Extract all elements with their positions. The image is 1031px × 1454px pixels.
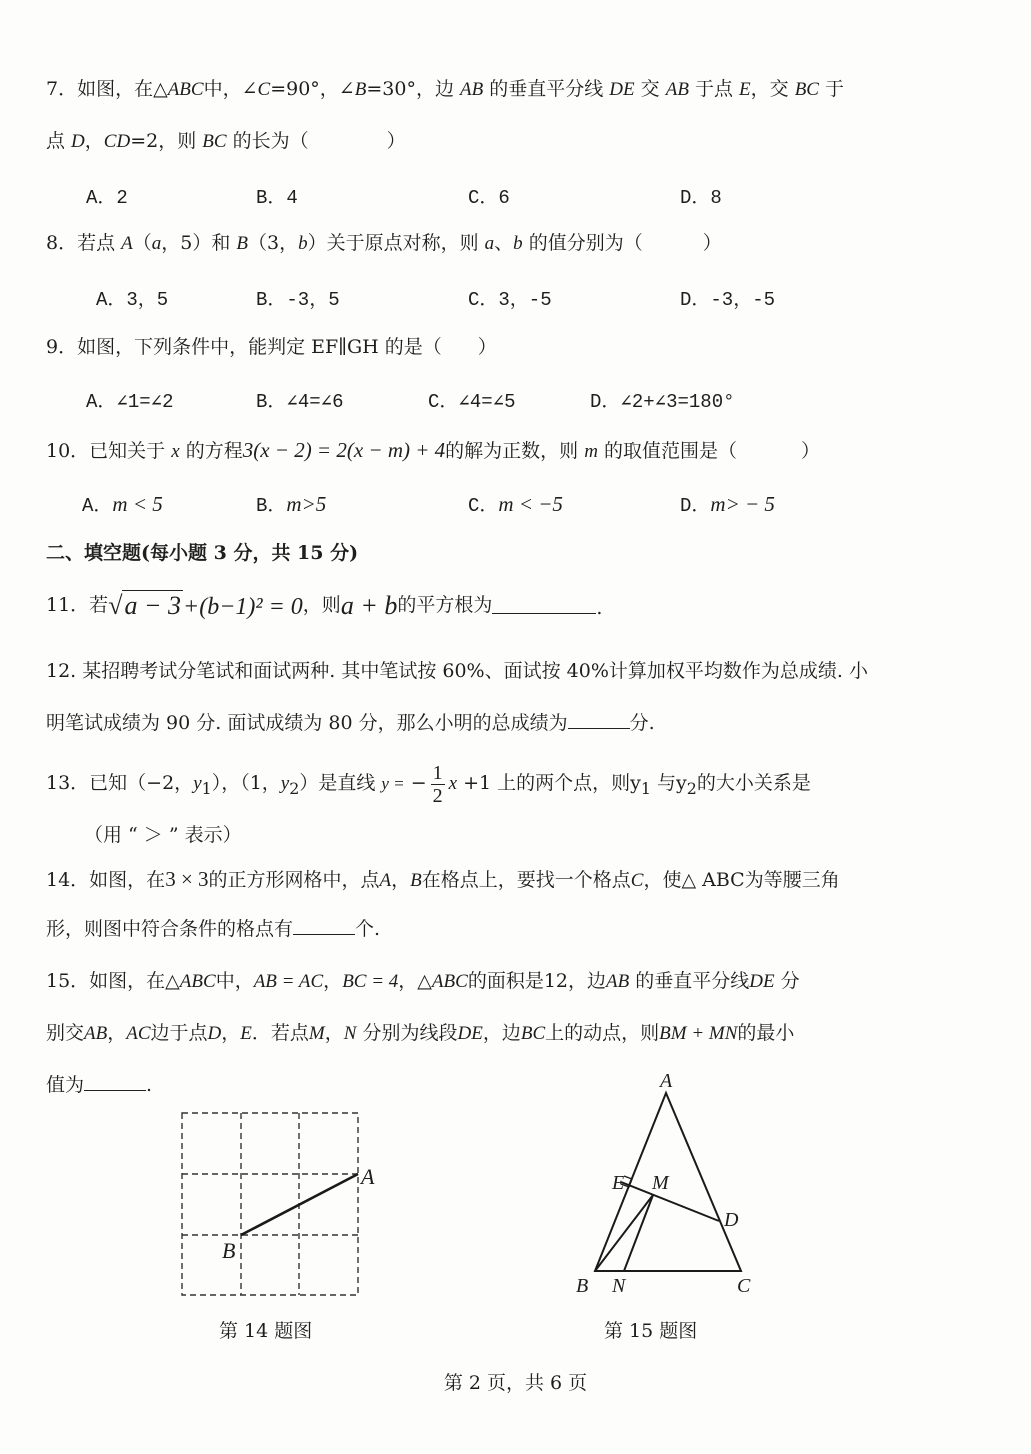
- q15-text: ，: [323, 970, 343, 992]
- q7-text: 于: [818, 78, 845, 100]
- q12-text: 明笔试成绩为 90 分. 面试成绩为 80 分，那么小明的总成绩为: [46, 712, 568, 734]
- segment-ed: [621, 1182, 719, 1221]
- option-math: m < 5: [112, 492, 163, 516]
- q15-var: AB: [84, 1023, 108, 1044]
- q13-line2: （用 “ ＞ ” 表示）: [84, 824, 242, 846]
- q7-var: C: [257, 79, 271, 100]
- option-prefix: C．: [468, 495, 499, 517]
- q15-text: 别交: [46, 1022, 85, 1044]
- option-prefix: A．: [82, 495, 113, 517]
- q8-var: a: [484, 233, 495, 254]
- fraction-numerator: 1: [432, 761, 443, 784]
- q8-text: （: [132, 232, 152, 254]
- q9-option-d: D．∠2+∠3=180°: [590, 391, 735, 413]
- q7-text: 中，∠: [203, 78, 258, 100]
- q7-var: AB: [459, 79, 484, 100]
- fig15-label-d: D: [724, 1209, 739, 1231]
- q15-var: AC: [126, 1023, 151, 1044]
- q15-text: 值为: [46, 1074, 85, 1096]
- fig15-label-m: M: [652, 1172, 669, 1194]
- q8-text: ）关于原点对称，则: [307, 232, 485, 254]
- q13-math: −: [410, 772, 427, 794]
- q8-var: A: [121, 233, 133, 254]
- q10-text: 的取值范围是（: [597, 440, 737, 462]
- q13-var: y: [193, 773, 202, 794]
- q10-var: x: [171, 441, 180, 462]
- q15-math: BC = 4: [342, 971, 399, 992]
- q15-var: E: [240, 1023, 252, 1044]
- q7-text: =30°，边: [366, 78, 460, 100]
- q7-var: BC: [202, 131, 227, 152]
- q14-var: A: [379, 870, 392, 891]
- q11-math: a + b: [340, 591, 398, 620]
- q14-var: C: [630, 870, 644, 891]
- q7-option-d: D．8: [680, 187, 722, 209]
- q15-var: DE: [749, 971, 775, 992]
- q8-var: b: [513, 233, 523, 254]
- q9-text: ）: [477, 336, 497, 358]
- q8-text: ，5）和: [161, 232, 237, 254]
- q13-math: +1: [463, 772, 492, 794]
- q11-math: +(b−1)² = 0: [183, 594, 303, 620]
- q13-text: 的大小关系是: [696, 772, 811, 794]
- q11-text: 11．若: [46, 594, 109, 616]
- q9-option-a: A．∠1=∠2: [86, 391, 174, 413]
- q13-sub: 2: [289, 778, 300, 798]
- q9-text: 9．如图，下列条件中，能判定 EF∥GH 的是（: [46, 336, 442, 358]
- q9-option-b: B．∠4=∠6: [256, 391, 344, 413]
- q7-var: ABC: [167, 79, 204, 100]
- fig15-label-c: C: [737, 1275, 751, 1297]
- q15-text: ，: [221, 1022, 241, 1044]
- q7-text: 点: [46, 130, 72, 152]
- grid-border: [182, 1113, 358, 1295]
- q15-var: M: [308, 1023, 325, 1044]
- fig15-caption: 第 15 题图: [604, 1320, 698, 1342]
- q7-text: 于点: [688, 78, 740, 100]
- q7-text: ，: [84, 130, 104, 152]
- q15-var: DE: [457, 1023, 483, 1044]
- q8-option-c: C．3，-5: [468, 289, 552, 311]
- q13-text: ），（1，: [211, 772, 281, 794]
- q15-text: 的垂直平分线: [629, 970, 750, 992]
- q15-var: BC: [520, 1023, 546, 1044]
- segment-mn: [624, 1195, 653, 1271]
- q13-text: ）是直线: [299, 772, 382, 794]
- fig15-label-b: B: [576, 1275, 589, 1297]
- q7-text: ）: [386, 130, 406, 152]
- q15-var: D: [207, 1023, 222, 1044]
- q7-text: 的垂直平分线: [483, 78, 610, 100]
- q11-radicand: a − 3: [124, 591, 182, 620]
- q11-sqrt: √a − 3: [108, 591, 182, 620]
- q15-math: AB = AC: [253, 971, 324, 992]
- q7-text: =90°，∠: [270, 78, 355, 100]
- q7-text: 7．如图，在△: [46, 78, 168, 100]
- q7-var: DE: [609, 79, 635, 100]
- q15-text: 15．如图，在△: [46, 970, 180, 992]
- q14-text: 形，则图中符合条件的格点有: [46, 918, 294, 940]
- q11-text: 的平方根为: [397, 594, 493, 616]
- q8-var: B: [236, 233, 249, 254]
- q15-text: 边于点: [150, 1022, 208, 1044]
- q14-text: 14．如图，在: [46, 869, 166, 891]
- q15-text: ．若点: [251, 1022, 309, 1044]
- q13-sub: 2: [686, 778, 697, 798]
- q10-equation: 3(x − 2) = 2(x − m) + 4: [242, 438, 446, 462]
- q7-text: =2，则: [130, 130, 203, 152]
- fig15-label-a: A: [660, 1070, 673, 1092]
- q13-math: y =: [381, 774, 405, 793]
- q15-text: 的最小: [737, 1022, 795, 1044]
- q10-text: 的解为正数，则: [445, 440, 585, 462]
- q7-var: D: [71, 131, 85, 152]
- q13-text: 13．已知（−2，: [46, 772, 194, 794]
- q14-text: ，使△ ABC为等腰三角: [643, 869, 840, 891]
- fraction-denominator: 2: [432, 784, 443, 807]
- q11-text: .: [596, 597, 603, 619]
- q7-var: AB: [665, 79, 689, 100]
- q14-text: 的正方形网格中，点: [208, 869, 380, 891]
- q7-option-b: B．4: [256, 187, 298, 209]
- q14-text: 个.: [355, 918, 381, 940]
- q11-text: ，: [302, 594, 322, 616]
- q7-text: 交: [634, 78, 666, 100]
- section-title: 二、填空题(每小题 3 分，共 15 分): [46, 542, 359, 564]
- q7-var: CD: [103, 131, 131, 152]
- option-prefix: D．: [680, 495, 711, 517]
- q13-var: y: [280, 773, 290, 794]
- q7-text: ，交: [750, 78, 795, 100]
- q15-text: 的面积是12，边: [467, 970, 606, 992]
- segment-bm: [595, 1195, 653, 1271]
- q15-text: ，: [324, 1022, 344, 1044]
- q15-var: ABC: [179, 971, 216, 992]
- q8-text: 、: [494, 232, 514, 254]
- q15-text: ，: [107, 1022, 127, 1044]
- q15-text: 分别为线段: [356, 1022, 458, 1044]
- option-prefix: B．: [256, 495, 287, 517]
- q13-text: 上的两个点，则y: [491, 772, 641, 794]
- q14-math: 3 × 3: [165, 867, 209, 891]
- q7-text: 的长为（: [226, 130, 309, 152]
- q15-var: ABC: [431, 971, 468, 992]
- q11-text: 则: [321, 594, 341, 616]
- q7-var: B: [354, 79, 367, 100]
- q12-line1: 12. 某招聘考试分笔试和面试两种. 其中笔试按 60%、面试按 40%计算加权平均数作为总成绩. 小: [46, 660, 868, 682]
- q13-sub: 1: [640, 778, 651, 798]
- q8-text: 的值分别为（: [522, 232, 643, 254]
- q15-text: 上的动点，则: [545, 1022, 660, 1044]
- q8-var: b: [298, 233, 308, 254]
- fig14-caption: 第 14 题图: [219, 1320, 313, 1342]
- option-math: m> − 5: [710, 492, 775, 516]
- q13-sub: 1: [201, 778, 212, 798]
- option-math: m>5: [286, 492, 327, 516]
- q10-text: 10．已知关于: [46, 440, 172, 462]
- q13-text: 与y: [650, 772, 687, 794]
- q8-option-d: D．-3，-5: [680, 289, 776, 311]
- q10-text: 的方程: [179, 440, 243, 462]
- q7-option-a: A．2: [86, 187, 128, 209]
- q7-option-c: C．6: [468, 187, 510, 209]
- q14-var: B: [410, 870, 422, 891]
- option-math: m < −5: [498, 492, 563, 516]
- q15-var: N: [343, 1023, 357, 1044]
- q9-option-c: C．∠4=∠5: [428, 391, 516, 413]
- fig15-label-n: N: [612, 1275, 626, 1297]
- q15-text: 中，: [215, 970, 254, 992]
- q10-var: m: [584, 441, 598, 462]
- q10-text: ）: [801, 440, 821, 462]
- q15-text: 分: [774, 970, 800, 992]
- q8-text: 8．若点: [46, 232, 122, 254]
- q15-text: ，边: [482, 1022, 521, 1044]
- q15-math: BM + MN: [659, 1023, 738, 1044]
- q15-text: .: [146, 1074, 153, 1096]
- fig14-grid: [182, 1113, 358, 1295]
- q14-text: ，: [391, 869, 411, 891]
- q14-text: 在格点上，要找一个格点: [421, 869, 631, 891]
- q7-var: BC: [794, 79, 819, 100]
- q8-text: ）: [702, 232, 722, 254]
- q12-text: 分.: [629, 712, 655, 734]
- q8-option-a: A．3，5: [96, 289, 169, 311]
- page-footer: 第 2 页，共 6 页: [443, 1372, 588, 1394]
- q7-var: E: [739, 79, 751, 100]
- fig14-label-b: B: [222, 1238, 236, 1263]
- q15-text: ，△: [398, 970, 432, 992]
- fig14-label-a: A: [361, 1164, 375, 1189]
- q15-var: AB: [606, 971, 630, 992]
- q8-option-b: B．-3，5: [256, 289, 340, 311]
- q13-var: x: [448, 773, 458, 794]
- fig15-label-e: E: [612, 1172, 625, 1194]
- q8-text: （3，: [248, 232, 299, 254]
- q8-var: a: [151, 233, 162, 254]
